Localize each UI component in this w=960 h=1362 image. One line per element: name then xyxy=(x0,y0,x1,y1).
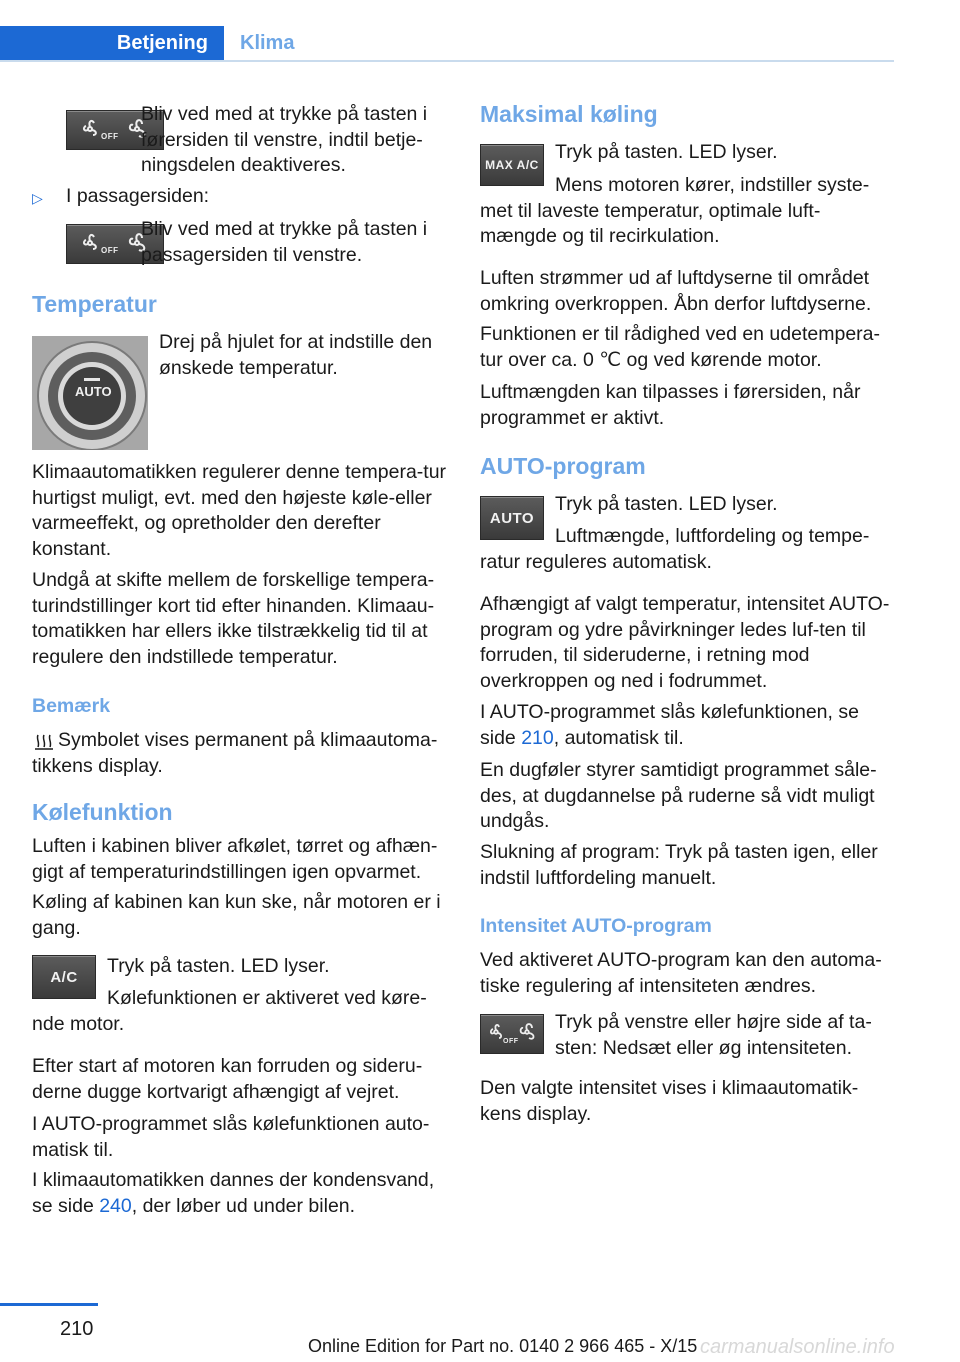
off-passenger-text: Bliv ved med at trykke på tasten i passagersiden til venstre. xyxy=(141,218,428,266)
fan-intensity-button xyxy=(480,1014,544,1054)
off-driver-text-a xyxy=(141,102,451,179)
auto-para-2 xyxy=(480,700,896,751)
heading-intensitet: Intensitet AUTO-program xyxy=(480,915,712,937)
watermark: carmanualsonline.info xyxy=(700,1336,895,1358)
auto-press: Tryk på tasten. LED lyser. xyxy=(555,493,778,515)
cooling-para-4: I AUTO-programmet slås kølefunktionen auto-matisk til. xyxy=(32,1113,430,1161)
max-ac-button xyxy=(480,144,544,186)
chapter-tab-klima: Klima xyxy=(240,32,295,54)
max-press: Tryk på tasten. LED lyser. xyxy=(555,141,778,163)
max-para-1: Luften strømmer ud af luftdyserne til området omkring overkroppen. Åbn derfor luftdyserne. xyxy=(480,267,872,315)
auto-para-2-pre: I AUTO-programmet slås kølefunktionen, se side xyxy=(480,701,859,749)
max-para-2: Funktionen er til rådighed ved en udetempera-tur over ca. 0 ℃ og ved kørende motor. xyxy=(480,323,880,371)
intensity-para-2: Den valgte intensitet vises i klimaautomatik-kens display. xyxy=(480,1077,859,1125)
intensity-para-1: Ved aktiveret AUTO-program kan den automa-tiske regulering af intensiteten ændres. xyxy=(480,949,882,997)
auto-button xyxy=(480,496,544,540)
fan-off-icon xyxy=(484,1019,540,1049)
page-number: 210 xyxy=(60,1318,94,1340)
cooling-para-3: Efter start af motoren kan forruden og sideru-derne dugge kortvarigt afhængigt af vejret. xyxy=(32,1055,423,1103)
bullet-marker: ▷ xyxy=(32,190,43,206)
max-para-3: Luftmængden kan tilpasses i førersiden, når programmet er aktivt. xyxy=(480,381,861,429)
heading-auto-program: AUTO-program xyxy=(480,453,646,479)
auto-para-4: Slukning af program: Tryk på tasten igen, eller indstil luftfordeling manuelt. xyxy=(480,841,878,889)
cooling-para-2: Køling af kabinen kan kun ske, når motoren er i gang. xyxy=(32,891,441,939)
knob-label: AUTO xyxy=(75,384,112,399)
temperature-para-1: Klimaautomatikken regulerer denne tempera-tur hurtigst muligt, evt. med den højeste køle-eller varmeeffekt, og opretholder den derefter konstant. xyxy=(32,461,447,560)
svg-text:OFF: OFF xyxy=(503,1038,519,1045)
cooling-press: Tryk på tasten. LED lyser. xyxy=(107,955,330,977)
cooling-active: Kølefunktionen er aktiveret ved køre-nde motor. xyxy=(32,987,427,1035)
windshield-heat-icon xyxy=(34,731,54,751)
bullet-passenger: I passagersiden: xyxy=(66,185,210,207)
cooling-para-5-post: , der løber ud under bilen. xyxy=(131,1194,356,1217)
svg-text:OFF: OFF xyxy=(101,246,119,255)
heading-bemaerk: Bemærk xyxy=(32,695,111,717)
page-link-240[interactable]: 240 xyxy=(99,1194,132,1217)
off-driver-text: Bliv ved med at trykke på tasten i førersiden til venstre, indtil betje-ningsdelen deaktiveres. xyxy=(141,103,428,177)
cooling-para-5-pre: I klimaautomatikken dannes der kondensvand, se side xyxy=(32,1169,435,1217)
auto-button-label: AUTO xyxy=(489,509,535,527)
max-text: Mens motoren kører, indstiller syste-met til laveste temperatur, optimale luft-mængde og til recirkulation. xyxy=(480,174,870,248)
svg-text:OFF: OFF xyxy=(101,132,119,141)
temperature-instruction: Drej på hjulet for at indstille den ønskede temperatur. xyxy=(159,331,433,379)
section-tab-betjening xyxy=(0,26,224,62)
cooling-para-1: Luften i kabinen bliver afkølet, tørret og afhæn-gigt af temperaturindstillingen igen opvarmet. xyxy=(32,835,438,883)
auto-para-1: Afhængigt af valgt temperatur, intensitet AUTO-program og ydre påvirkninger ledes luf-ten til forruden, til sideruderne, i retning mod overkroppen og ned i fodrummet. xyxy=(480,593,890,692)
edition-text: Online Edition for Part no. 0140 2 966 465 - X/15 xyxy=(308,1336,698,1356)
note-text: Symbolet vises permanent på klimaautoma-tikkens display. xyxy=(32,729,438,777)
intensity-press: Tryk på venstre eller højre side af ta-sten: Nedsæt eller øg intensiteten. xyxy=(555,1011,872,1059)
header-rule xyxy=(0,60,894,62)
heading-maksimal-koeling: Maksimal køling xyxy=(480,101,658,127)
temperature-para-2: Undgå at skifte mellem de forskellige tempera-turindstillinger kort tid efter hinanden. Klimaau-tomatikken har ellers ikke tilstrækkelig tid til at regulere den indstillede temperatur. xyxy=(32,569,435,668)
auto-para-3: En dugføler styrer samtidigt programmet såle-des, at dugdannelse på ruderne så vidt muligt undgås. xyxy=(480,759,877,833)
cooling-para-5 xyxy=(32,1168,452,1219)
ac-button xyxy=(32,955,96,999)
section-tab-label: Betjening xyxy=(116,32,208,54)
heading-temperatur: Temperatur xyxy=(32,291,157,317)
page-link-210[interactable]: 210 xyxy=(521,726,554,749)
max-ac-button-label: MAX A/C xyxy=(485,158,539,172)
heading-koelefunktion: Kølefunktion xyxy=(32,799,173,825)
ac-button-label: A/C xyxy=(50,968,78,986)
auto-text: Luftmængde, luftfordeling og tempe-ratur reguleres automatisk. xyxy=(480,525,870,573)
temperature-knob-image xyxy=(32,336,148,450)
auto-para-2-post: , automatisk til. xyxy=(553,726,684,749)
page-header xyxy=(0,26,894,62)
footer-rule xyxy=(0,1303,98,1306)
